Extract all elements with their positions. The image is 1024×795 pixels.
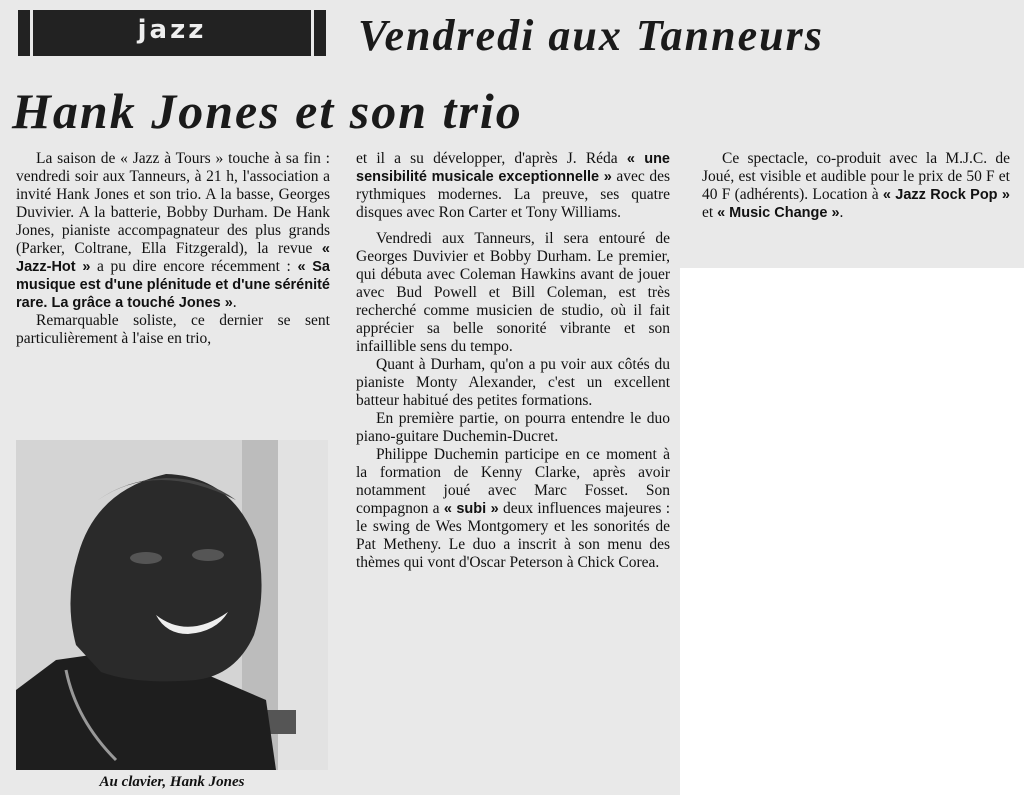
article-column-2 [356,150,670,572]
portrait-image [16,440,328,770]
paragraph: Remarquable soliste, ce dernier se sent particulièrement à l'aise en trio, [16,312,330,347]
paragraph: La saison de « Jazz à Tours » touche à sa fin : vendredi soir aux Tanneurs, à 21 h, l'association a invité Hank Jones et son trio. A la basse, Georges Duvivier. A la batterie, Bobby Durham. De Hank Jones, pianiste accompagnateur des plus grands (Parker, Coltrane, Ella Fitzgerald), la revue « Jazz-Hot » a pu dire encore récemment : « Sa musique est d'une plénitude et d'une sérénité rare. La grâce a touché Jones ». [16,150,330,311]
paragraph: et il a su développer, d'après J. Réda « une sensibilité musicale exceptionnelle » avec des rythmiques modernes. La preuve, ses quatre disques avec Ron Carter et Tony Williams. [356,150,670,221]
paragraph: Philippe Duchemin participe en ce moment à la formation de Kenny Clarke, après avoir notamment joué avec Marc Fosset. Son compagnon a « subi » deux influences majeures : le swing de Wes Montgomery et les sonorités de Pat Metheny. Le duo a inscrit à son menu des thèmes qui vont d'Oscar Peterson à Chick Corea. [356,446,670,571]
headline: Hank Jones et son trio [12,83,523,139]
article-column-1 [16,150,330,348]
portrait-photo [16,440,328,770]
paragraph: En première partie, on pourra entendre le duo piano-guitare Duchemin-Ducret. [356,410,670,445]
paragraph: Ce spectacle, co-produit avec la M.J.C. de Joué, est visible et audible pour le prix de 50 F et 40 F (adhérents). Location à « Jazz Rock Pop » et « Music Change ». [702,150,1010,221]
paragraph: Vendredi aux Tanneurs, il sera entouré de Georges Duvivier et Bobby Durham. Le premier, qui débuta avec Coleman Hawkins avant de jouer avec Bud Powell et Bill Coleman, est très recherché comme musicien de studio, où il fait apprécier sa belle sonorité vibrante et son infaillible sens du tempo. [356,230,670,355]
paragraph: Quant à Durham, qu'on a pu voir aux côtés du pianiste Monty Alexander, c'est un excellent batteur habitué des petites formations. [356,356,670,409]
photo-caption: Au clavier, Hank Jones [99,774,245,790]
rubric-label: jazz [137,15,207,45]
kicker-title: Vendredi aux Tanneurs [358,11,824,60]
article-column-3 [702,150,1010,222]
rubric-banner [18,10,326,56]
